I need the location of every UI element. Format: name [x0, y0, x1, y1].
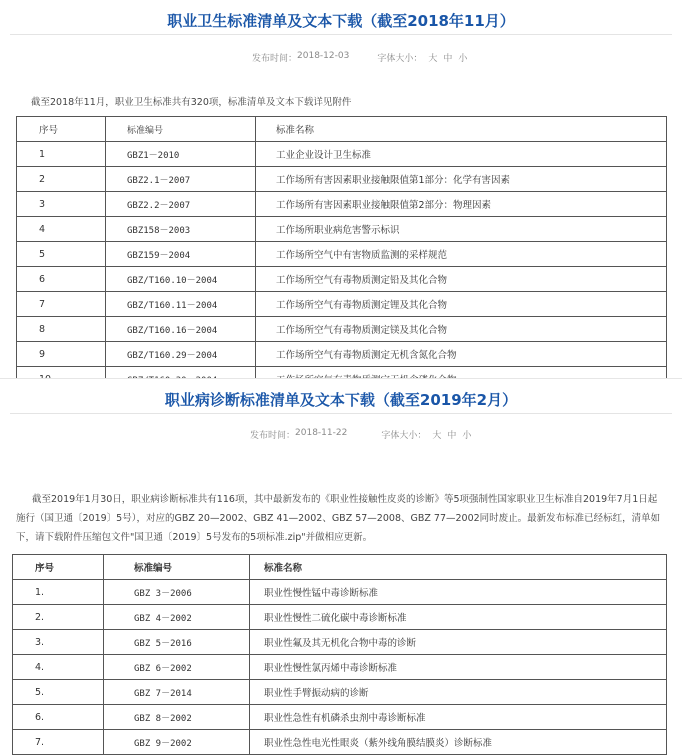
table-row	[13, 655, 667, 680]
header-name: 标准名称	[250, 555, 667, 580]
row-name: 职业性急性有机磷杀虫剂中毒诊断标准	[250, 705, 667, 730]
row-code: GBZ 3－2006	[104, 580, 250, 605]
row-index: 2.	[13, 605, 104, 630]
font-size-small-button[interactable]: 小	[462, 431, 472, 441]
publish-label: 发布时间：	[252, 54, 298, 64]
row-code: GBZ159－2004	[106, 242, 256, 267]
font-size-large-button[interactable]: 大	[428, 54, 438, 64]
header-code: 标准编号	[104, 555, 250, 580]
row-code: GBZ 5－2016	[104, 630, 250, 655]
table-row	[17, 292, 667, 317]
row-code: GBZ/T160.10－2004	[106, 267, 256, 292]
row-index: 3.	[13, 630, 104, 655]
table-header-row	[13, 555, 667, 580]
row-code: GBZ 4－2002	[104, 605, 250, 630]
row-name: 工业企业设计卫生标准	[256, 142, 667, 167]
row-name: 工作场所空气中有害物质监测的采样规范	[256, 242, 667, 267]
row-index: 8	[17, 317, 106, 342]
row-code: GBZ 9－2002	[104, 730, 250, 755]
occupational-disease-standards-section	[0, 378, 682, 749]
table-row	[17, 142, 667, 167]
row-name: 工作场所空气有毒物质测定锂及其化合物	[256, 292, 667, 317]
article-meta	[0, 414, 682, 448]
row-code: GBZ/T160.29－2004	[106, 342, 256, 367]
font-size-label: 字体大小：	[381, 431, 427, 441]
row-index: 2	[17, 167, 106, 192]
header-index: 序号	[13, 555, 104, 580]
intro-paragraph: 截至2019年1月30日，职业病诊断标准共有116项，其中最新发布的《职业性接触性皮炎的诊断》等5项强制性国家职业卫生标准自2019年7月1日起施行（国卫通〔2019〕5号），对应的GBZ 20—2002、GBZ 41—2002、GBZ 57—2008、GBZ 77—2002同时废止。最新发布标准已经标红，清单如下，请下载附件压缩包文件"国卫通〔2019〕5号发布的5项标准.zip"并做相应更新。	[16, 494, 661, 543]
row-index: 9	[17, 342, 106, 367]
row-index: 6	[17, 267, 106, 292]
table-row	[17, 192, 667, 217]
page-title: 职业病诊断标准清单及文本下载（截至2019年2月）	[164, 391, 518, 409]
table-row	[13, 705, 667, 730]
row-name: 工作场所空气有毒物质测定镁及其化合物	[256, 317, 667, 342]
standards-table	[16, 116, 667, 392]
row-code: GBZ/T160.16－2004	[106, 317, 256, 342]
row-index: 4	[17, 217, 106, 242]
row-code: GBZ2.1－2007	[106, 167, 256, 192]
row-name: 工作场所职业病危害警示标识	[256, 217, 667, 242]
row-code: GBZ 8－2002	[104, 705, 250, 730]
table-row	[17, 167, 667, 192]
row-index: 3	[17, 192, 106, 217]
row-name: 工作场所空气有毒物质测定无机含氮化合物	[256, 342, 667, 367]
row-index: 7.	[13, 730, 104, 755]
table-row	[17, 342, 667, 367]
row-index: 7	[17, 292, 106, 317]
row-name: 工作场所空气有毒物质测定铅及其化合物	[256, 267, 667, 292]
font-size-medium-button[interactable]: 中	[443, 54, 453, 64]
table-row	[13, 605, 667, 630]
publish-label: 发布时间：	[250, 431, 296, 441]
table-row	[17, 317, 667, 342]
row-code: GBZ158－2003	[106, 217, 256, 242]
row-code: GBZ 6－2002	[104, 655, 250, 680]
row-code: GBZ 7－2014	[104, 680, 250, 705]
row-name: 职业性手臂振动病的诊断	[250, 680, 667, 705]
table-row	[17, 217, 667, 242]
row-index: 1.	[13, 580, 104, 605]
row-name: 职业性慢性二硫化碳中毒诊断标准	[250, 605, 667, 630]
header-index: 序号	[17, 117, 106, 142]
publish-date: 2018-11-22	[295, 428, 348, 438]
font-size-medium-button[interactable]: 中	[447, 431, 457, 441]
standards-table	[12, 554, 667, 755]
table-row	[17, 267, 667, 292]
table-row	[17, 242, 667, 267]
row-index: 4.	[13, 655, 104, 680]
table-header-row	[17, 117, 667, 142]
row-name: 职业性氟及其无机化合物中毒的诊断	[250, 630, 667, 655]
row-name: 职业性慢性氯丙烯中毒诊断标准	[250, 655, 667, 680]
header-name: 标准名称	[256, 117, 667, 142]
table-row	[13, 580, 667, 605]
publish-date: 2018-12-03	[297, 51, 350, 61]
row-code: GBZ/T160.11－2004	[106, 292, 256, 317]
row-name: 工作场所有害因素职业接触限值第2部分：物理因素	[256, 192, 667, 217]
row-code: GBZ1－2010	[106, 142, 256, 167]
row-name: 职业性急性电光性眼炎（紫外线角膜结膜炎）诊断标准	[250, 730, 667, 755]
table-row	[13, 630, 667, 655]
row-index: 5.	[13, 680, 104, 705]
row-index: 6.	[13, 705, 104, 730]
row-index: 1	[17, 142, 106, 167]
page-title: 职业卫生标准清单及文本下载（截至2018年11月）	[167, 12, 515, 30]
intro-paragraph: 截至2018年11月，职业卫生标准共有320项，标准清单及文本下载详见附件	[31, 97, 352, 108]
font-size-large-button[interactable]: 大	[432, 431, 442, 441]
row-name: 职业性慢性锰中毒诊断标准	[250, 580, 667, 605]
table-row	[13, 730, 667, 755]
font-size-label: 字体大小：	[377, 54, 423, 64]
row-code: GBZ2.2－2007	[106, 192, 256, 217]
font-size-small-button[interactable]: 小	[458, 54, 468, 64]
row-index: 5	[17, 242, 106, 267]
table-row	[13, 680, 667, 705]
article-meta	[0, 35, 682, 71]
header-code: 标准编号	[106, 117, 256, 142]
row-name: 工作场所有害因素职业接触限值第1部分：化学有害因素	[256, 167, 667, 192]
